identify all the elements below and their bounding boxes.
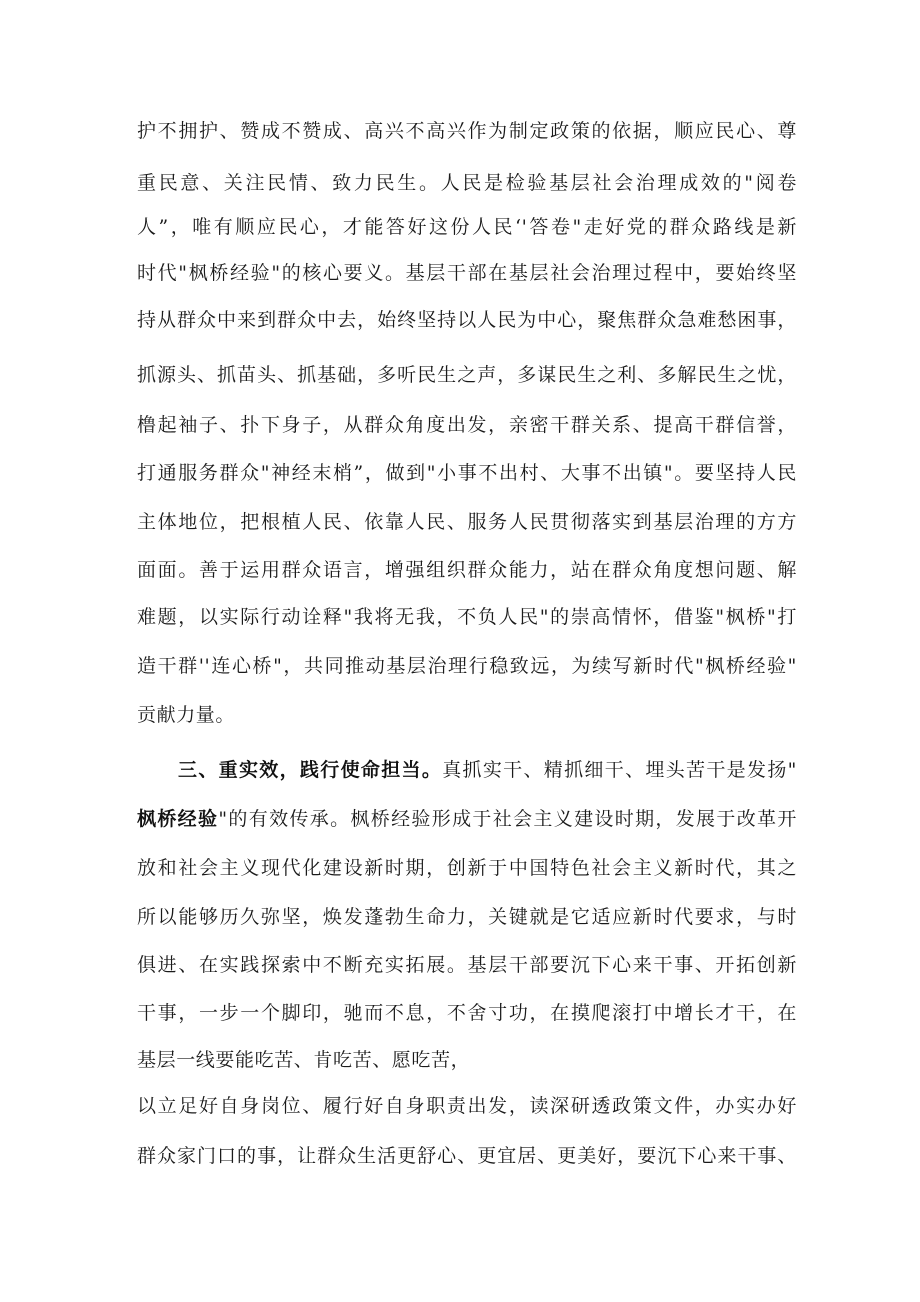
paragraph-1-line-6: 抓源头、抓苗头、抓基础，多听民生之声，多谋民生之利、多解民生之忧， (137, 364, 797, 386)
paragraph-2-line-1 (178, 757, 797, 783)
paragraph-3-line-1: 以立足好自身岗位、履行好自身职责出发，读深研透政策文件，办实办好 (137, 1095, 797, 1117)
paragraph-1-line-4: 时代"枫桥经验"的核心要义。基层干部在基层社会治理过程中，要始终坚 (137, 262, 797, 284)
paragraph-2-line-2 (137, 806, 797, 832)
paragraph-2-line-7: 基层一线要能吃苦、肯吃苦、愿吃苦， (137, 1049, 471, 1071)
paragraph-1-line-10: 面面。善于运用群众语言，增强组织群众能力，站在群众角度想问题、解 (137, 559, 797, 581)
paragraph-2-line-5: 俱进、在实践探索中不断充实拓展。基层干部要沉下心来干事、开拓创新 (137, 954, 797, 976)
bold-phrase: 枫桥经验 (137, 808, 219, 830)
paragraph-1-line-13: 贡献力量。 (137, 704, 236, 726)
paragraph-1-line-5: 持从群众中来到群众中去，始终坚持以人民为中心，聚焦群众急难愁困事， (137, 309, 797, 331)
paragraph-2-line-4: 所以能够历久弥坚，焕发蓬勃生命力，关键就是它适应新时代要求，与时 (137, 906, 797, 928)
paragraph-2-line-3: 放和社会主义现代化建设新时期，创新于中国特色社会主义新时代，其之 (137, 857, 797, 879)
section-heading: 三、重实效，践行使命担当。 (178, 759, 443, 781)
paragraph-3-line-2: 群众家门口的事，让群众生活更舒心、更宜居、更美好，要沉下心来干事、 (137, 1145, 797, 1167)
paragraph-1-line-9: 主体地位，把根植人民、依靠人民、服务人民贯彻落实到基层治理的方方 (137, 511, 797, 533)
paragraph-2-line-6: 干事，一步一个脚印，驰而不息，不舍寸功，在摸爬滚打中增长才干，在 (137, 1002, 797, 1024)
paragraph-2-line-2-text: "的有效传承。枫桥经验形成于社会主义建设时期，发展于改革开 (218, 808, 797, 830)
paragraph-1-line-2: 重民意、关注民情、致力民生。人民是检验基层社会治理成效的"阅卷 (137, 172, 797, 194)
paragraph-1-line-3: 人”，唯有顺应民心，才能答好这份人民‘'答卷"走好党的群众路线是新 (137, 216, 797, 238)
paragraph-1-line-7: 橹起袖子、扑下身子，从群众角度出发，亲密干群关系、提高干群信誉， (137, 414, 797, 436)
paragraph-1-line-8: 打通服务群众"神经末梢”，做到"小事不出村、大事不出镇"。要坚持人民 (137, 462, 797, 484)
paragraph-1-line-1: 护不拥护、赞成不赞成、高兴不高兴作为制定政策的依据，顺应民心、尊 (137, 120, 797, 142)
paragraph-2-line-1-text: 真抓实干、精抓细干、埋头苦干是发扬" (442, 759, 797, 781)
paragraph-1-line-11: 难题，以实际行动诠释"我将无我，不负人民"的崇高情怀，借鉴"枫桥"打 (137, 606, 797, 628)
paragraph-1-line-12: 造干群''连心桥"，共同推动基层治理行稳致远，为续写新时代"枫桥经验" (137, 655, 797, 677)
